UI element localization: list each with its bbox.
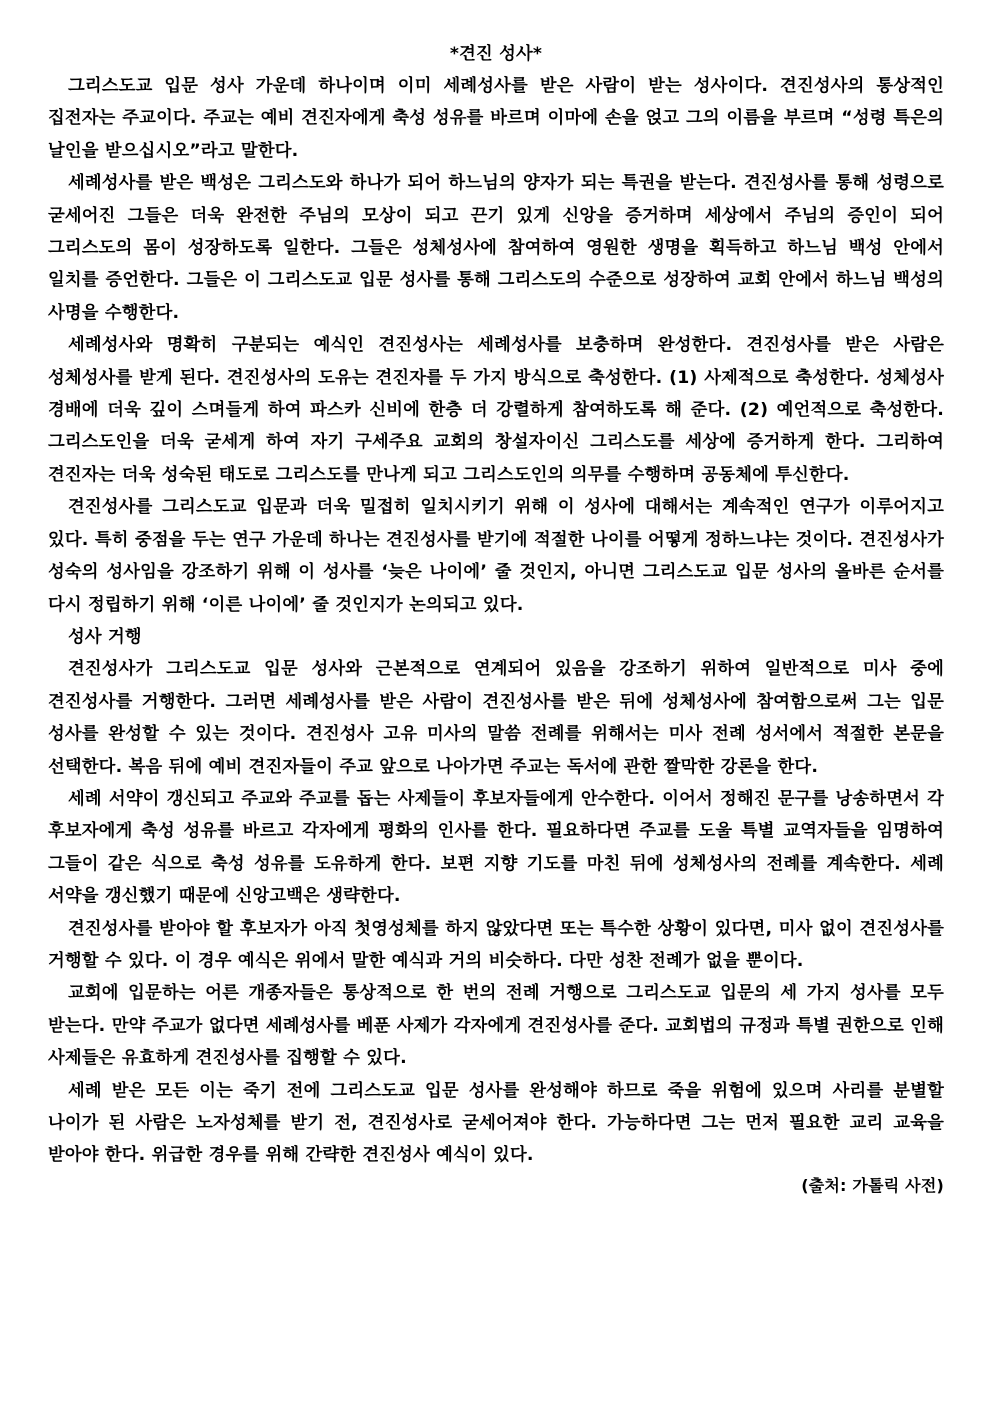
paragraph-research: 견진성사를 그리스도교 입문과 더욱 밀접히 일치시키기 위해 이 성사에 대해서는 계속적인 연구가 이루어지고 있다. 특히 중점을 두는 연구 가운데 하나는 견진성사를 받기에 적절한 나이를 어떻게 정하느냐는 것이다. 견진성사가 성숙의 성사임을 강조하기 위해 이 성사를 ‘늦은 나이에’ 줄 것인지, 아니면 그리스도교 입문 성사의 올바른 순서를 다시 정립하기 위해 ‘이른 나이에’ 줄 것인지가 논의되고 있다. [48,497,944,615]
paragraph-baptized-people: 세례성사를 받은 백성은 그리스도와 하나가 되어 하느님의 양자가 되는 특권을 받는다. 견진성사를 통해 성령으로 굳세어진 그들은 더욱 완전한 주님의 모상이 되고 끈기 있게 신앙을 증거하며 세상에서 주님의 증인이 되어 그리스도의 몸이 성장하도록 일한다. 그들은 성체성사에 참여하여 영원한 생명을 획득하고 하느님 백성 안에서 일치를 증언한다. 그들은 이 그리스도교 입문 성사를 통해 그리스도의 수준으로 성장하여 교회 안에서 하느님 백성의 사명을 수행한다. [48,173,944,323]
paragraph-mass: 견진성사가 그리스도교 입문 성사와 근본적으로 연계되어 있음을 강조하기 위하여 일반적으로 미사 중에 견진성사를 거행한다. 그러면 세례성사를 받은 사람이 견진성사를 받은 뒤에 성체성사에 참여함으로써 그는 입문 성사를 완성할 수 있는 것이다. 견진성사 고유 미사의 말씀 전례를 위해서는 미사 전례 성서에서 적절한 본문을 선택한다. 복음 뒤에 예비 견진자들이 주교 앞으로 나아가면 주교는 독서에 관한 짤막한 강론을 한다. [48,659,944,777]
paragraph-danger-of-death: 세례 받은 모든 이는 죽기 전에 그리스도교 입문 성사를 완성해야 하므로 죽을 위험에 있으며 사리를 분별할 나이가 된 사람은 노자성체를 받기 전, 견진성사로 굳세어져야 한다. 가능하다면 그는 먼저 필요한 교리 교육을 받아야 한다. 위급한 경우를 위해 간략한 견진성사 예식이 있다. [48,1080,944,1166]
section-heading: 성사 거행 [68,626,142,647]
paragraph-anointing: 세례성사와 명확히 구분되는 예식인 견진성사는 세례성사를 보충하며 완성한다. 견진성사를 받은 사람은 성체성사를 받게 된다. 견진성사의 도유는 견진자를 두 가지 방식으로 축성한다. (1) 사제적으로 축성한다. 성체성사 경배에 더욱 깊이 스며들게 하여 파스카 신비에 한층 더 강렬하게 참여하도록 해 준다. (2) 예언적으로 축성한다. 그리스도인을 더욱 굳세게 하여 자기 구세주요 교회의 창설자이신 그리스도를 세상에 증거하게 한다. 그리하여 견진자는 더욱 성숙된 태도로 그리스도를 만나게 되고 그리스도인의 의무를 수행하며 공동체에 투신한다. [48,335,944,485]
paragraph-renewal: 세례 서약이 갱신되고 주교와 주교를 돕는 사제들이 후보자들에게 안수한다. 이어서 정해진 문구를 낭송하면서 각 후보자에게 축성 성유를 바르고 각자에게 평화의 인사를 한다. 필요하다면 주교를 도울 특별 교역자들을 임명하여 그들이 같은 식으로 축성 성유를 도유하게 한다. 보편 지향 기도를 마친 뒤에 성체성사의 전례를 계속한다. 세례 서약을 갱신했기 때문에 신앙고백은 생략한다. [48,788,944,907]
document-title: *견진 성사* [449,44,543,64]
paragraph-intro: 그리스도교 입문 성사 가운데 하나이며 이미 세례성사를 받은 사람이 받는 성사이다. 견진성사의 통상적인 집전자는 주교이다. 주교는 예비 견진자에게 축성 성유를 바르며 이마에 손을 얹고 그의 이름을 부르며 “성령 특은의 날인을 받으십시오”라고 말한다. [48,76,944,161]
paragraph-without-mass: 견진성사를 받아야 할 후보자가 아직 첫영성체를 하지 않았다면 또는 특수한 상황이 있다면, 미사 없이 견진성사를 거행할 수 있다. 이 경우 예식은 위에서 말한 예식과 거의 비슷하다. 다만 성찬 전례가 없을 뿐이다. [48,918,944,971]
paragraph-adult-converts: 교회에 입문하는 어른 개종자들은 통상적으로 한 번의 전례 거행으로 그리스도교 입문의 세 가지 성사를 모두 받는다. 만약 주교가 없다면 세례성사를 베푼 사제가 각자에게 견진성사를 준다. 교회법의 규정과 특별 권한으로 인해 사제들은 유효하게 견진성사를 집행할 수 있다. [48,983,944,1069]
source-citation: (출처: 가톨릭 사전) [801,1175,944,1195]
document-page [48,38,944,1200]
